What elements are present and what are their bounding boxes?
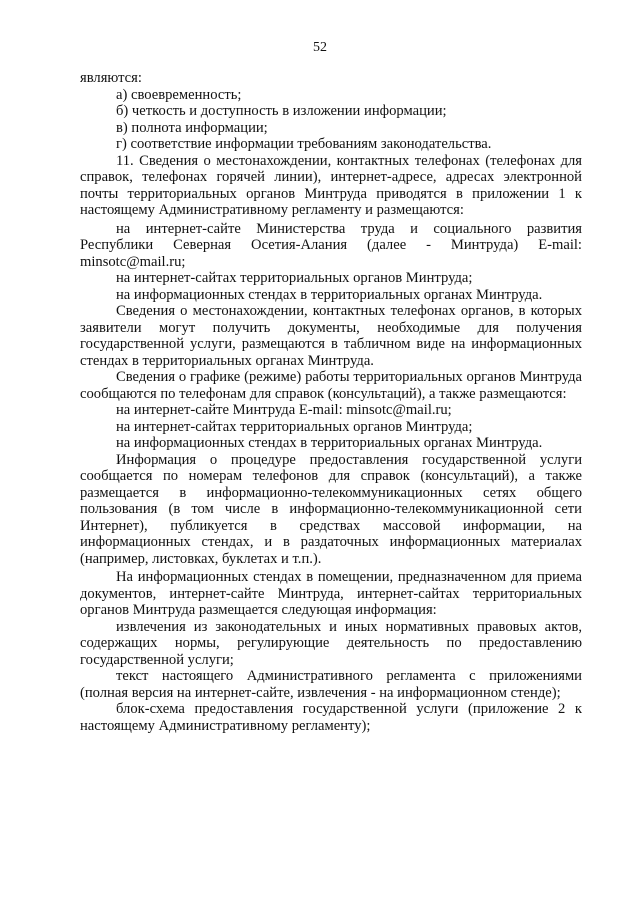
paragraph: текст настоящего Административного регламента с приложениями (полная версия на интернет-сайте, извлечения - на информационном стенде); bbox=[80, 668, 582, 701]
paragraph: на интернет-сайтах территориальных органов Минтруда; bbox=[116, 418, 473, 435]
list-item: б) четкость и доступность в изложении информации; bbox=[116, 103, 447, 119]
paragraph: на информационных стендах в территориальных органах Минтруда. bbox=[116, 435, 543, 451]
paragraph: Сведения о местонахождении, контактных телефонах органов, в которых заявители могут получить документы, необходимые для получения государственной услуги, размещаются в табличном виде на информационных стендах в территориальных органах Минтруда. bbox=[80, 303, 582, 369]
paragraph: являются: bbox=[80, 70, 142, 86]
paragraph: извлечения из законодательных и иных нормативных правовых актов, содержащих нормы, регулирующие деятельность по предоставлению государственной услуги; bbox=[80, 618, 582, 668]
paragraph: Сведения о графике (режиме) работы территориальных органов Минтруда сообщаются по телефонам для справок (консультаций), а также размещаются: bbox=[80, 369, 582, 402]
paragraph: 11. Сведения о местонахождении, контактных телефонах (телефонах для справок, телефонах горячей линии), интернет-адресе, адресах электронной почты территориальных органов Минтруда приводятся в приложении 1 к настоящему Административному регламенту и размещаются: bbox=[80, 152, 582, 218]
paragraph: на интернет-сайте Минтруда E-mail: minsotc@mail.ru; bbox=[116, 402, 452, 418]
paragraph: на интернет-сайтах территориальных органов Минтруда; bbox=[116, 270, 473, 286]
paragraph: Информация о процедуре предоставления государственной услуги сообщается по номерам телефонов для справок (консультаций), а также размещается в информационно-телекоммуникационных сетях общего пользования (в том числе в информационно-телекоммуникационной сети Интернет), публикуется в средствах массовой информации, на информационных стендах, и в раздаточных информационных материалах (например, листовках, буклетах и т.п.). bbox=[80, 451, 582, 567]
paragraph: блок-схема предоставления государственной услуги (приложение 2 к настоящему Административному регламенту); bbox=[80, 701, 582, 734]
paragraph: на интернет-сайте Министерства труда и социального развития Республики Северная Осетия-Алания (далее - Минтруда) E-mail: minsotc@mail.ru; bbox=[80, 220, 582, 270]
page-number: 52 bbox=[313, 40, 327, 55]
list-item: а) своевременность; bbox=[116, 86, 242, 103]
list-item: г) соответствие информации требованиям законодательства. bbox=[116, 136, 492, 152]
paragraph: на информационных стендах в территориальных органах Минтруда. bbox=[116, 286, 543, 303]
list-item: в) полнота информации; bbox=[116, 119, 268, 136]
paragraph: На информационных стендах в помещении, предназначенном для приема документов, интернет-сайте Минтруда, интернет-сайтах территориальных органов Минтруда размещается следующая информация: bbox=[80, 569, 582, 618]
document-body bbox=[80, 70, 582, 734]
